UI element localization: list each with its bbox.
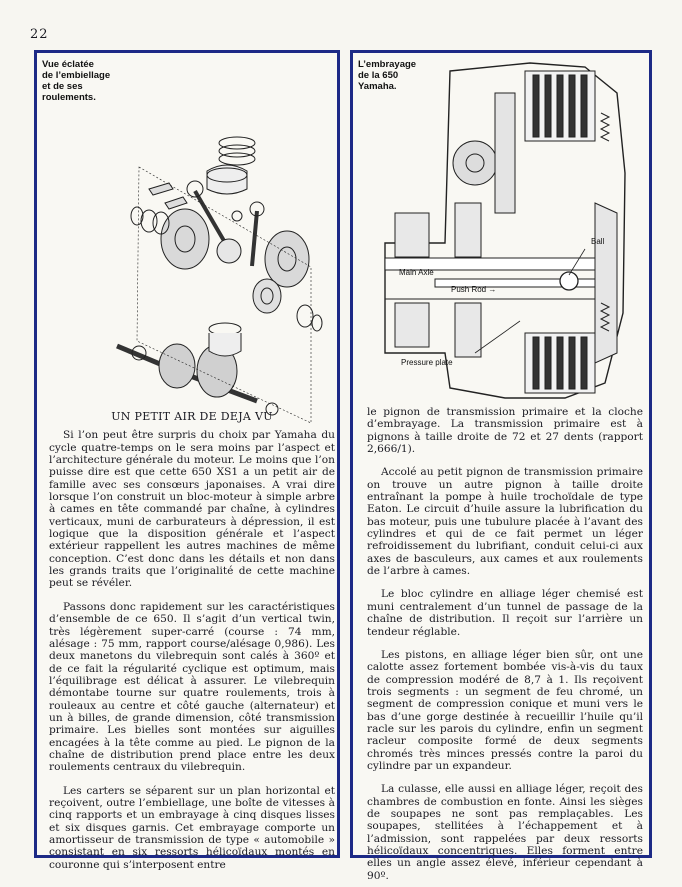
crankshaft-exploded-diagram	[77, 71, 327, 426]
article-left-column	[49, 411, 335, 882]
paragraph: Passons donc rapidement sur les caractéristiques d’ensemble de ce 650. Il s’agit d’un vertical twin, très légèrement super-carré (course : 74 mm, alésage : 75 mm, rapport course/alésage 0,986). Les deux manetons du vilebrequin sont calés à 360º et de ce fait la régularité cyclique est optimum, mais l’équilibrage est délicat à assurer. Le vilebrequin démontabe tourne sur quatre roulements, trois à rouleaux au centre et côté gauche (alternateur) et un à billes, de grande dimension, côté transmission primaire. Les bielles sont montées sur aiguilles encagées à la tête comme au pied. Le pignon de la chaîne de distribution prend place entre les deux roulements centraux du vilebrequin.	[49, 600, 335, 774]
article-right-column	[367, 406, 643, 887]
left-column-frame	[34, 50, 340, 871]
label-main-axle: Main Axle	[399, 268, 434, 277]
clutch-cross-section-diagram	[355, 53, 651, 408]
label-push-rod: Push Rod →	[451, 285, 497, 294]
right-figure-caption: L’embrayage de la 650 Yamaha.	[358, 59, 417, 92]
paragraph: Les pistons, en alliage léger bien sûr, ont une calotte assez fortement bombée vis-à-vis du taux de compression modéré de 8,7 à 1. Ils reçoivent trois segments : un segment de feu chromé, un segment de compression conique et muni vers le bas d’une gorge destinée à recueillir l’huile qu’il racle sur les parois du cylindre, enfin un segment racleur composite formé de deux segments chromés très minces pressés contre la paroi du cylindre par un expandeur.	[367, 648, 643, 772]
label-ball: Ball	[591, 237, 605, 246]
paragraph: La culasse, elle aussi en alliage léger, reçoit des chambres de combustion en fonte. Ainsi les sièges de soupapes ne sont pas remplaçables. Les soupapes, stellitées à l’échappement et à l’admission, sont rappelées par deux ressorts hélicoïdaux concentriques. Elles forment entre elles un angle assez élevé, inférieur cependant à 90º.	[367, 783, 643, 882]
paragraph: Le bloc cylindre en alliage léger chemisé est muni centralement d’un tunnel de passage de la chaîne de distribution. Il reçoit sur l’arrière un tendeur réglable.	[367, 588, 643, 638]
left-figure-caption: Vue éclatée de l’embiellage et de ses roulements.	[42, 59, 111, 103]
paragraph: Les carters se séparent sur un plan horizontal et reçoivent, outre l’embiellage, une boîte de vitesses à cinq rapports et un embrayage à cinq disques lisses et six disques garnis. Cet embrayage comporte un amortisseur de transmission de type « automobile » consistant en six ressorts hélicoïdaux montés en couronne qui s’interposent entre	[49, 784, 335, 871]
page-number: 22	[30, 27, 49, 42]
paragraph: le pignon de transmission primaire et la cloche d’embrayage. La transmission primaire est à pignons à taille droite de 72 et 27 dents (rapport 2,666/1).	[367, 406, 643, 456]
right-column-frame	[350, 50, 652, 882]
paragraph: Si l’on peut être surpris du choix par Yamaha du cycle quatre-temps on le sera moins par l’aspect et l’architecture générale du moteur. Le moins que l’on puisse dire est que cette 650 XS1 a un petit air de famille avec ses consœurs japonaises. A vrai dire lorsque l’on construit un bloc-moteur à simple arbre à cames en tête commandé par chaîne, à cylindres verticaux, muni de carburateurs à dépression, il est logique que la disposition générale et l’aspect extérieur rappellent les autres machines de même conception. C’est donc dans les détails et non dans les grands traits que l’originalité de cette machine peut se révéler.	[49, 429, 335, 590]
paragraph: Accolé au petit pignon de transmission primaire on trouve un autre pignon à taille droite entraînant la pompe à huile trochoïdale de type Eaton. Le circuit d’huile assure la lubrification du bas moteur, puis une tubulure placée à l’avant des cylindres et qui de ce fait permet un léger refroidissement du lubrifiant, conduit celui-ci aux axes de basculeurs, aux cames et aux roulements de l’arbre à cames.	[367, 466, 643, 578]
article-heading: UN PETIT AIR DE DEJA VU	[111, 410, 273, 423]
label-pressure-plate: Pressure plate	[401, 358, 453, 367]
